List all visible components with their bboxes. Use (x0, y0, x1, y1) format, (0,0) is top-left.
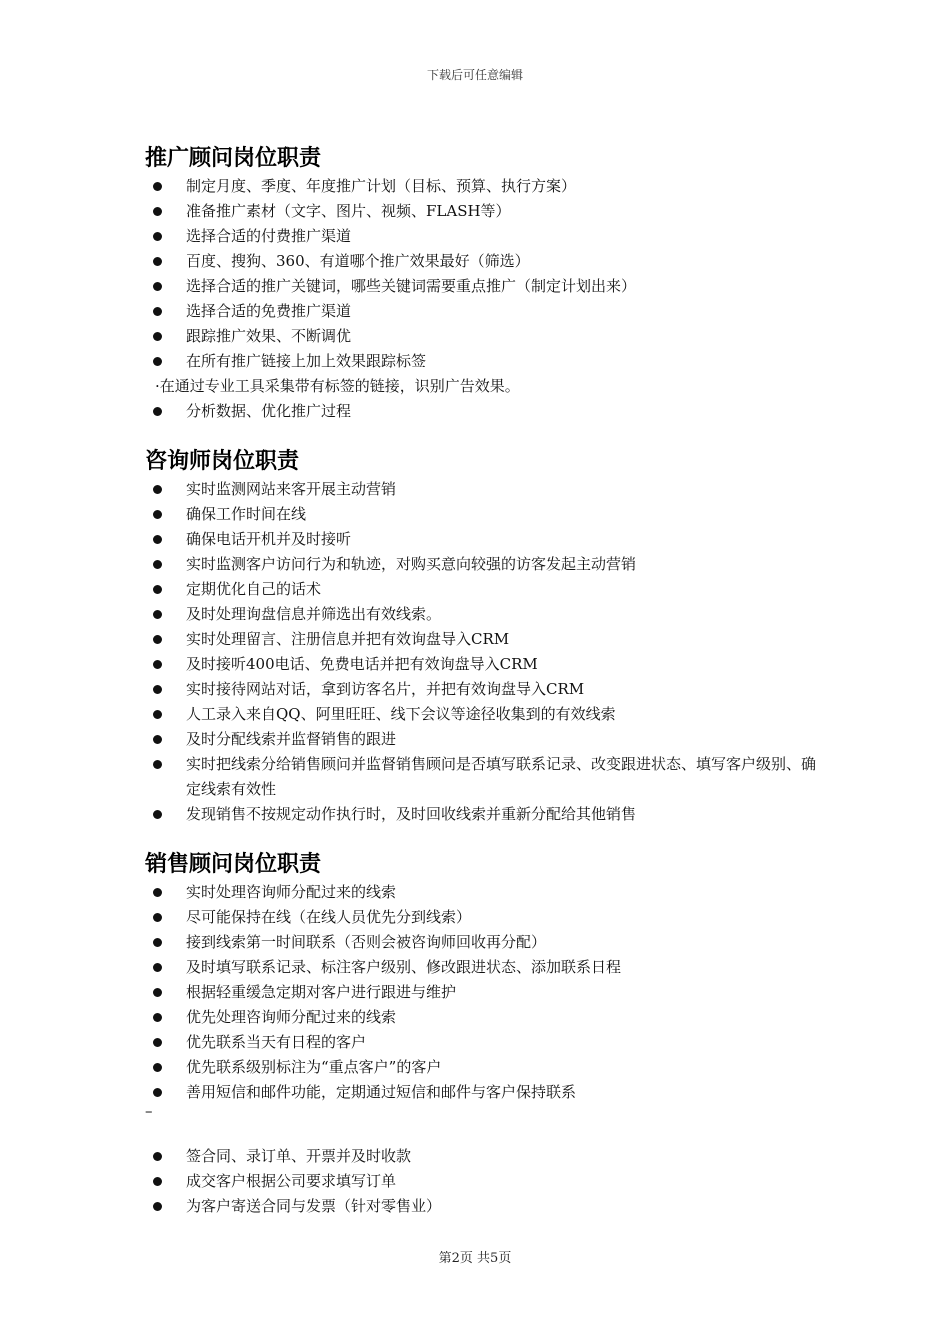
bullet-icon (153, 1202, 162, 1211)
bullet-icon (153, 1038, 162, 1047)
list-item-text: 定期优化自己的话术 (186, 580, 322, 598)
bullet-icon (153, 938, 162, 947)
list-item-text: 善用短信和邮件功能，定期通过短信和邮件与客户保持联系 (186, 1083, 577, 1101)
section-consultant (145, 447, 825, 827)
duty-list-promotion-continued (145, 399, 825, 424)
list-item-text: 发现销售不按规定动作执行时，及时回收线索并重新分配给其他销售 (186, 805, 637, 823)
bullet-icon (153, 913, 162, 922)
list-item (145, 527, 825, 552)
document-body-tail (145, 1144, 825, 1219)
list-item-text: 优先处理咨询师分配过来的线索 (186, 1008, 397, 1026)
list-item (145, 399, 825, 424)
list-item-text: 成交客户根据公司要求填写订单 (186, 1172, 397, 1190)
list-item-text: 分析数据、优化推广过程 (186, 402, 352, 420)
list-item-text: 实时处理留言、注册信息并把有效询盘导入CRM (186, 630, 510, 648)
bullet-icon (153, 560, 162, 569)
section-title-sales: 销售顾问岗位职责 (145, 852, 322, 877)
list-item (145, 627, 825, 652)
list-item-text: 签合同、录订单、开票并及时收款 (186, 1147, 412, 1165)
duty-list-tail (145, 1144, 825, 1219)
list-item (145, 802, 825, 827)
list-item (145, 1144, 825, 1169)
plain-note-line: ·在通过专业工具采集带有标签的链接，识别广告效果。 (155, 377, 520, 395)
bullet-icon (153, 257, 162, 266)
bullet-icon (153, 963, 162, 972)
list-item (145, 1169, 825, 1194)
bullet-icon (153, 535, 162, 544)
bullet-icon (153, 207, 162, 216)
section-spacer (145, 827, 825, 850)
list-item (145, 1005, 825, 1030)
list-item-text: 及时分配线索并监督销售的跟进 (186, 730, 397, 748)
bullet-icon (153, 407, 162, 416)
dash-separator: – (145, 1102, 153, 1120)
bullet-icon (153, 510, 162, 519)
bullet-icon (153, 735, 162, 744)
list-item-text: 选择合适的付费推广渠道 (186, 227, 352, 245)
list-item-text: 选择合适的免费推广渠道 (186, 302, 352, 320)
duty-list-promotion (145, 174, 825, 374)
bullet-icon (153, 988, 162, 997)
page-header: 下载后可任意编辑 (426, 68, 523, 82)
bullet-icon (153, 610, 162, 619)
list-item (145, 1030, 825, 1055)
page-footer: 第2页 共5页 (438, 1251, 512, 1266)
list-item-text: 为客户寄送合同与发票（针对零售业） (186, 1197, 442, 1215)
list-item (145, 299, 825, 324)
list-item (145, 652, 825, 677)
bullet-icon (153, 635, 162, 644)
list-item-text: 选择合适的推广关键词，哪些关键词需要重点推广（制定计划出来） (186, 277, 637, 295)
bullet-icon (153, 307, 162, 316)
bullet-icon (153, 332, 162, 341)
list-item (145, 677, 825, 702)
list-item-text: 及时处理询盘信息并筛选出有效线索。 (186, 605, 442, 623)
list-item (145, 752, 825, 802)
list-item (145, 199, 825, 224)
bullet-icon (153, 710, 162, 719)
list-item (145, 702, 825, 727)
list-item (145, 955, 825, 980)
list-item-text: 百度、搜狗、360、有道哪个推广效果最好（筛选） (186, 252, 530, 270)
list-item-text: 优先联系当天有日程的客户 (186, 1033, 367, 1051)
bullet-icon (153, 585, 162, 594)
list-item (145, 477, 825, 502)
bullet-icon (153, 485, 162, 494)
duty-list-consultant (145, 477, 825, 827)
list-item-text: 跟踪推广效果、不断调优 (186, 327, 352, 345)
list-item (145, 905, 825, 930)
section-sales (145, 850, 825, 1105)
section-spacer (145, 424, 825, 447)
list-item-text: 准备推广素材（文字、图片、视频、FLASH等） (186, 202, 511, 220)
bullet-icon (153, 1088, 162, 1097)
list-item (145, 930, 825, 955)
bullet-icon (153, 282, 162, 291)
bullet-icon (153, 357, 162, 366)
list-item-text: 尽可能保持在线（在线人员优先分到线索） (186, 908, 472, 926)
list-item-text: 实时把线索分给销售顾问并监督销售顾问是否填写联系记录、改变跟进状态、填写客户级别、确定线索有效性 (186, 755, 817, 798)
list-item-text: 实时处理咨询师分配过来的线索 (186, 883, 397, 901)
list-item-text: 实时接待网站对话，拿到访客名片，并把有效询盘导入CRM (186, 680, 585, 698)
list-item-text: 及时接听400电话、免费电话并把有效询盘导入CRM (186, 655, 538, 673)
list-item-text: 及时填写联系记录、标注客户级别、修改跟进状态、添加联系日程 (186, 958, 622, 976)
bullet-icon (153, 1177, 162, 1186)
list-item-text: 在所有推广链接上加上效果跟踪标签 (186, 352, 427, 370)
duty-list-sales (145, 880, 825, 1105)
list-item (145, 349, 825, 374)
list-item-text: 确保电话开机并及时接听 (186, 530, 352, 548)
bullet-icon (153, 810, 162, 819)
list-item (145, 324, 825, 349)
section-promotion (145, 144, 825, 424)
bullet-icon (153, 660, 162, 669)
list-item (145, 274, 825, 299)
list-item (145, 727, 825, 752)
bullet-icon (153, 760, 162, 769)
list-item (145, 1194, 825, 1219)
list-item (145, 174, 825, 199)
list-item (145, 880, 825, 905)
bullet-icon (153, 888, 162, 897)
list-item-text: 优先联系级别标注为“重点客户”的客户 (186, 1058, 442, 1076)
list-item-text: 确保工作时间在线 (186, 505, 307, 523)
section-title-consultant: 咨询师岗位职责 (145, 449, 300, 474)
list-item (145, 249, 825, 274)
bullet-icon (153, 232, 162, 241)
bullet-icon (153, 1063, 162, 1072)
list-item-text: 根据轻重缓急定期对客户进行跟进与维护 (186, 983, 457, 1001)
list-item-text: 人工录入来自QQ、阿里旺旺、线下会议等途径收集到的有效线索 (186, 705, 616, 723)
list-item-text: 制定月度、季度、年度推广计划（目标、预算、执行方案） (186, 177, 577, 195)
bullet-icon (153, 1013, 162, 1022)
list-item (145, 980, 825, 1005)
list-item (145, 502, 825, 527)
list-item (145, 1055, 825, 1080)
list-item (145, 1080, 825, 1105)
section-title-promotion: 推广顾问岗位职责 (145, 146, 322, 171)
list-item-text: 实时监测网站来客开展主动营销 (186, 480, 397, 498)
list-item (145, 224, 825, 249)
list-item (145, 552, 825, 577)
list-item (145, 577, 825, 602)
list-item-text: 实时监测客户访问行为和轨迹，对购买意向较强的访客发起主动营销 (186, 555, 637, 573)
list-item (145, 602, 825, 627)
document-body (145, 144, 825, 1105)
list-item-text: 接到线索第一时间联系（否则会被咨询师回收再分配） (186, 933, 547, 951)
bullet-icon (153, 182, 162, 191)
bullet-icon (153, 1152, 162, 1161)
bullet-icon (153, 685, 162, 694)
